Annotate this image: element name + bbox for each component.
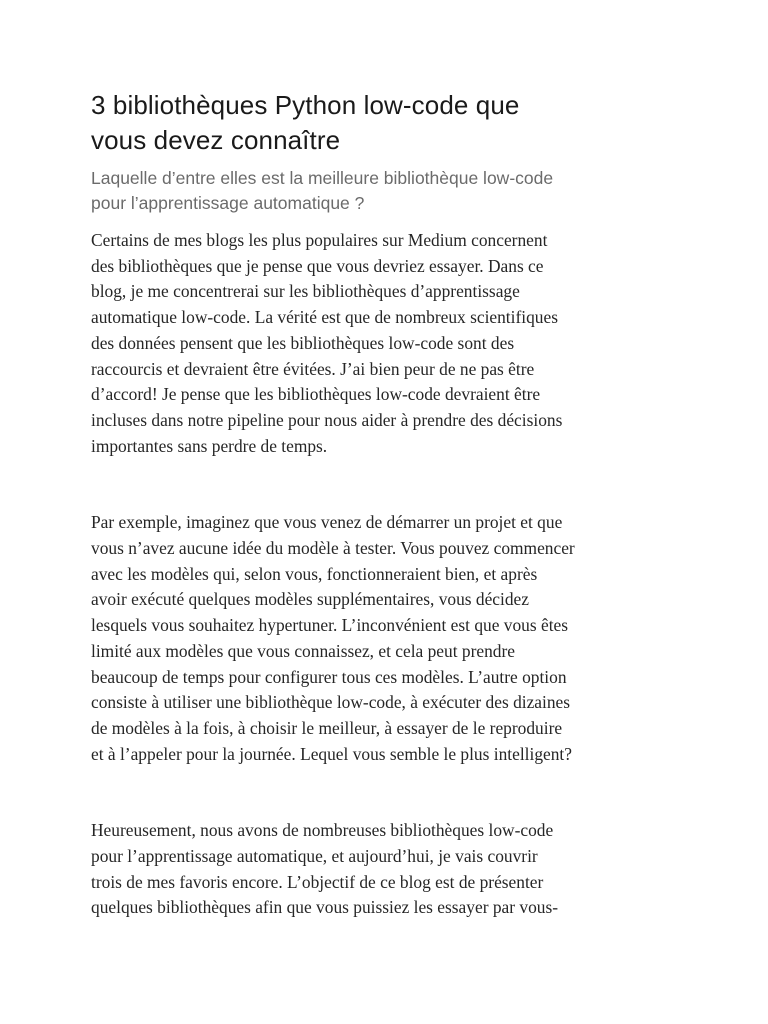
- paragraph-line: raccourcis et devraient être évitées. J’ai bien peur de ne pas être: [91, 358, 535, 379]
- paragraph-2: [91, 510, 691, 767]
- article: [91, 88, 691, 921]
- paragraph-line: trois de mes favoris encore. L’objectif de ce blog est de présenter: [91, 871, 544, 892]
- paragraph-3: [91, 818, 691, 921]
- paragraph-line: Certains de mes blogs les plus populaires sur Medium concernent: [91, 230, 548, 250]
- paragraph-line: de modèles à la fois, à choisir le meilleur, à essayer de le reproduire: [91, 717, 563, 738]
- subtitle-line: Laquelle d’entre elles est la meilleure bibliothèque low-code: [91, 168, 554, 188]
- paragraph-line: avoir exécuté quelques modèles supplémentaires, vous décidez: [91, 589, 529, 610]
- paragraph-line: limité aux modèles que vous connaissez, et cela peut prendre: [91, 640, 515, 661]
- paragraph-line: beaucoup de temps pour configurer tous ces modèles. L’autre option: [91, 666, 567, 687]
- paragraph-line: importantes sans perdre de temps.: [91, 435, 328, 456]
- paragraph-line: Par exemple, imaginez que vous venez de démarrer un projet et que: [91, 512, 563, 533]
- paragraph-line: des bibliothèques que je pense que vous devriez essayer. Dans ce: [91, 255, 544, 276]
- paragraph-line: des données pensent que les bibliothèques low-code sont des: [91, 332, 515, 353]
- paragraph-line: d’accord! Je pense que les bibliothèques low-code devraient être: [91, 384, 541, 405]
- paragraph-line: quelques bibliothèques afin que vous puissiez les essayer par vous-: [91, 897, 559, 918]
- paragraph-line: automatique low-code. La vérité est que de nombreux scientifiques: [91, 307, 558, 328]
- article-title: [91, 88, 691, 158]
- article-subtitle: [91, 166, 691, 216]
- paragraph-line: lesquels vous souhaitez hypertuner. L’inconvénient est que vous êtes: [91, 615, 569, 636]
- article-body: [91, 228, 691, 921]
- paragraph-line: consiste à utiliser une bibliothèque low-code, à exécuter des dizaines: [91, 692, 571, 713]
- paragraph-line: pour l’apprentissage automatique, et aujourd’hui, je vais couvrir: [91, 846, 538, 867]
- title-line: 3 bibliothèques Python low-code que: [91, 90, 520, 120]
- paragraph-line: Heureusement, nous avons de nombreuses bibliothèques low-code: [91, 820, 554, 841]
- paragraph-line: blog, je me concentrerai sur les bibliothèques d’apprentissage: [91, 281, 520, 302]
- paragraph-line: vous n’avez aucune idée du modèle à tester. Vous pouvez commencer: [91, 538, 575, 559]
- title-line: vous devez connaître: [91, 125, 341, 155]
- paragraph-1: [91, 228, 691, 459]
- paragraph-line: incluses dans notre pipeline pour nous aider à prendre des décisions: [91, 409, 563, 430]
- paragraph-line: et à l’appeler pour la journée. Lequel vous semble le plus intelligent?: [91, 743, 572, 764]
- paragraph-line: avec les modèles qui, selon vous, fonctionneraient bien, et après: [91, 563, 538, 584]
- subtitle-line: pour l’apprentissage automatique ?: [91, 193, 365, 213]
